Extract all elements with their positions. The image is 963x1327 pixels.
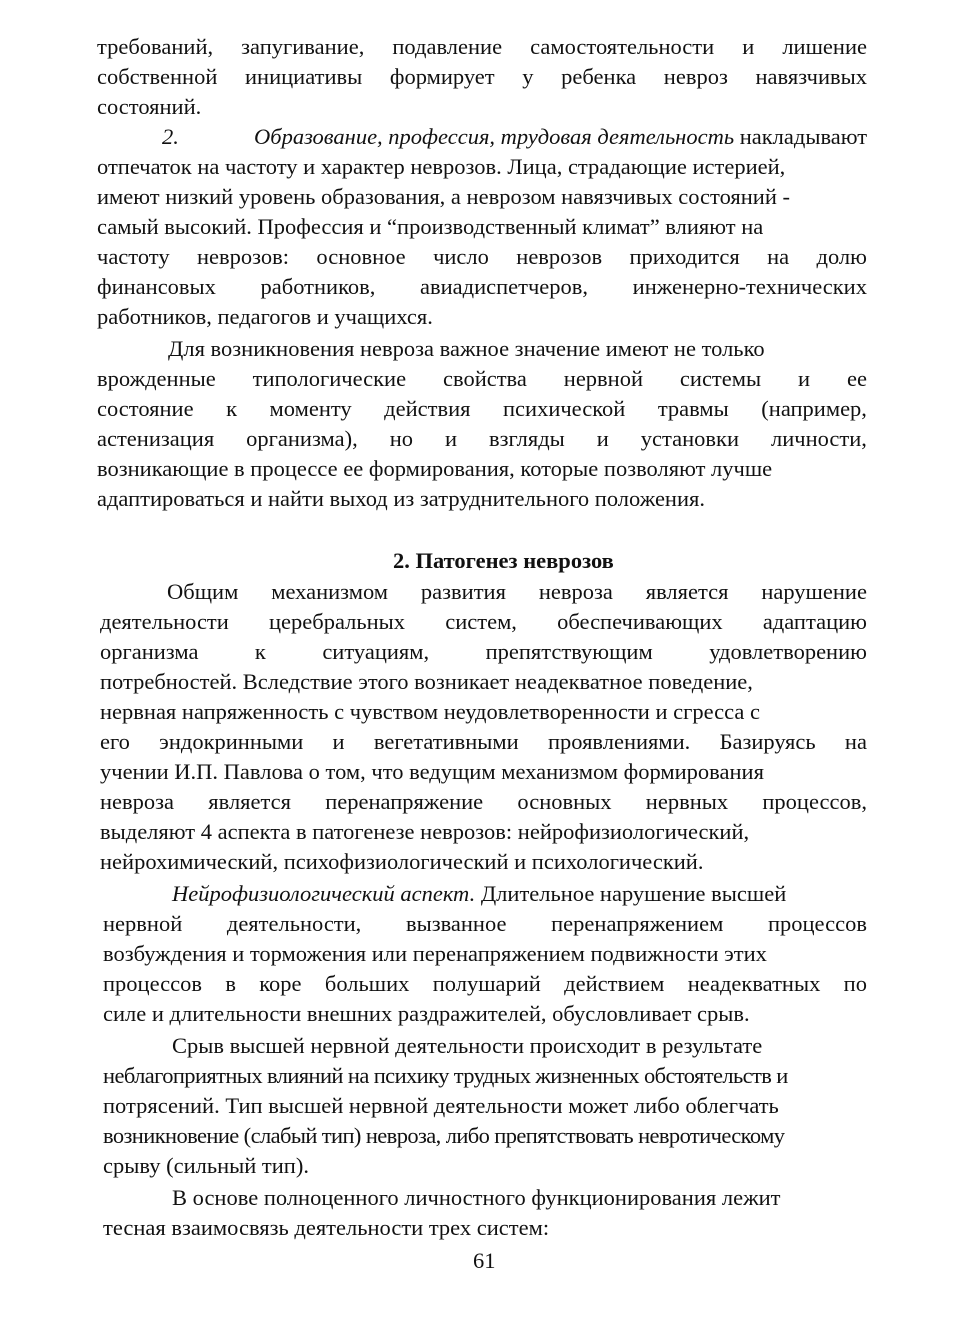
- word: перенапряжение: [325, 789, 484, 814]
- word: моменту: [269, 396, 352, 421]
- word: организма),: [246, 426, 358, 451]
- word: по: [843, 971, 867, 996]
- text-line: имеют низкий уровень образования, а неврозом навязчивых состояний -: [97, 184, 790, 209]
- word: невроза: [538, 579, 613, 604]
- word: инженерно-технических: [632, 274, 867, 299]
- word: является: [645, 579, 729, 604]
- word: невроза: [100, 789, 175, 814]
- word: действием: [564, 971, 665, 996]
- word: ее: [846, 366, 867, 391]
- word: неврозов:: [196, 244, 290, 269]
- word: но: [389, 426, 414, 451]
- list-number: 2.: [162, 124, 179, 149]
- word: к: [226, 396, 238, 421]
- word: самостоятельности: [530, 34, 715, 59]
- word: его: [100, 729, 130, 754]
- word: процессов: [767, 911, 867, 936]
- word: навязчивых: [755, 64, 867, 89]
- text-line: В основе полноценного личностного функционирования лежит: [172, 1185, 781, 1210]
- word: психической: [503, 396, 626, 421]
- word: авиадиспетчеров,: [420, 274, 589, 299]
- word: работников,: [260, 274, 376, 299]
- word: на: [767, 244, 790, 269]
- text-line: состояний.: [97, 94, 202, 119]
- lead-rest: накладывают: [739, 124, 868, 149]
- lead-rest: Длительное нарушение высшей: [475, 881, 787, 906]
- word: обеспечивающих: [557, 609, 723, 634]
- text-line: нейрохимический, психофизиологический и психологический.: [100, 849, 704, 874]
- word: личности,: [771, 426, 867, 451]
- word: нарушение: [761, 579, 867, 604]
- word: нервной: [103, 911, 183, 936]
- text-line: [97, 273, 867, 301]
- word: препятствующим: [485, 639, 653, 664]
- word: собственной: [97, 64, 218, 89]
- text-line: потрясений. Тип высшей нервной деятельности может либо облегчать: [103, 1093, 779, 1118]
- word: является: [208, 789, 291, 814]
- word: системы: [679, 366, 762, 391]
- text-line: потребностей. Вследствие этого возникает неадекватное поведение,: [100, 669, 753, 694]
- word: свойства: [442, 366, 527, 391]
- text-line: [103, 910, 867, 938]
- text-line: самый высокий. Профессия и “производственный климат” влияют на: [97, 214, 764, 239]
- word: подавление: [392, 34, 503, 59]
- word: и: [596, 426, 609, 451]
- word: запугивание,: [241, 34, 365, 59]
- text-line: [103, 970, 867, 998]
- text-line: Срыв высшей нервной деятельности происходит в результате: [172, 1033, 763, 1058]
- text-line: учении И.П. Павлова о том, что ведущим механизмом формирования: [100, 759, 764, 784]
- text-line: возникновение (слабый тип) невроза, либо препятствовать невротическому: [103, 1123, 785, 1148]
- word: развития: [420, 579, 506, 604]
- word: деятельности: [100, 609, 229, 634]
- word: лишение: [782, 34, 867, 59]
- word: неадекватных: [687, 971, 821, 996]
- word: травмы: [657, 396, 729, 421]
- word: деятельности,: [226, 911, 362, 936]
- word: астенизация: [97, 426, 215, 451]
- word: неврозов: [516, 244, 603, 269]
- word: врожденные: [97, 366, 216, 391]
- word: частоту: [97, 244, 170, 269]
- word: и: [742, 34, 755, 59]
- word: эндокринными: [159, 729, 304, 754]
- word: ребенка: [561, 64, 637, 89]
- word: установки: [640, 426, 740, 451]
- word: на: [844, 729, 867, 754]
- italic-lead: Нейрофизиологический аспект.: [172, 881, 476, 906]
- word: процессов: [103, 971, 202, 996]
- word: вызванное: [405, 911, 507, 936]
- word: основных: [517, 789, 612, 814]
- word: коре: [259, 971, 302, 996]
- word: Общим: [167, 579, 239, 604]
- text-line: нервная напряженность с чувством неудовлетворенности и сгресса с: [100, 699, 760, 724]
- paragraph-lead: [172, 880, 786, 908]
- italic-lead: Образование, профессия, трудовая деятельность: [254, 124, 735, 149]
- word: у: [522, 64, 534, 89]
- word: вегетативными: [373, 729, 519, 754]
- text-line: возникающие в процессе ее формирования, которые позволяют лучше: [97, 456, 773, 481]
- word: полушарий: [432, 971, 541, 996]
- word: число: [433, 244, 489, 269]
- text-line: [100, 728, 867, 756]
- text-line: срыву (сильный тип).: [103, 1153, 309, 1178]
- text-line: [100, 638, 867, 666]
- text-line: адаптироваться и найти выход из затруднительного положения.: [97, 486, 705, 511]
- text-line: возбуждения и торможения или перенапряжением подвижности этих: [103, 941, 767, 966]
- word: и: [332, 729, 345, 754]
- text-line: [100, 608, 867, 636]
- word: финансовых: [97, 274, 216, 299]
- word: требований,: [97, 34, 214, 59]
- text-line: [100, 788, 867, 816]
- paragraph-lead: [162, 123, 867, 151]
- text-line: отпечаток на частоту и характер неврозов. Лица, страдающие истерией,: [97, 154, 786, 179]
- word: в: [225, 971, 236, 996]
- text-line: тесная взаимосвязь деятельности трех систем:: [103, 1215, 550, 1240]
- word: (например,: [761, 396, 867, 421]
- text-line: [97, 425, 867, 453]
- word: адаптацию: [762, 609, 867, 634]
- word: перенапряжением: [551, 911, 724, 936]
- text-line: [97, 365, 867, 393]
- word: основное: [316, 244, 406, 269]
- word: типологические: [252, 366, 407, 391]
- word: состояние: [97, 396, 194, 421]
- word: и: [798, 366, 811, 391]
- word: нервной: [563, 366, 644, 391]
- word: и: [445, 426, 458, 451]
- word: Базируясь: [719, 729, 816, 754]
- word: инициативы: [245, 64, 363, 89]
- word: к: [254, 639, 266, 664]
- word: систем,: [445, 609, 517, 634]
- text-line: Для возникновения невроза важное значение имеют не только: [168, 336, 765, 361]
- word: механизмом: [271, 579, 389, 604]
- word: организма: [100, 639, 199, 664]
- page-number: 61: [473, 1248, 496, 1273]
- section-heading: 2. Патогенез неврозов: [393, 548, 614, 573]
- text-line: [97, 63, 867, 91]
- word: взгляды: [489, 426, 565, 451]
- text-line: [97, 395, 867, 423]
- text-line: [97, 33, 867, 61]
- text-line: [97, 243, 867, 271]
- word: церебральных: [269, 609, 406, 634]
- word: нервных: [645, 789, 729, 814]
- word: долю: [816, 244, 867, 269]
- text-line: неблагоприятных влияний на психику трудных жизненных обстоятельств и: [103, 1063, 788, 1088]
- word: удовлетворению: [709, 639, 867, 664]
- text-line: силе и длительности внешних раздражителей, обусловливает срыв.: [103, 1001, 750, 1026]
- word: невроз: [663, 64, 728, 89]
- word: формирует: [389, 64, 495, 89]
- word: процессов,: [762, 789, 867, 814]
- word: проявлениями.: [547, 729, 691, 754]
- text-line: [167, 578, 867, 606]
- word: приходится: [629, 244, 740, 269]
- word: больших: [324, 971, 410, 996]
- text-line: работников, педагогов и учащихся.: [97, 304, 433, 329]
- word: действия: [384, 396, 471, 421]
- word: ситуациям,: [322, 639, 430, 664]
- text-line: выделяют 4 аспекта в патогенезе неврозов: нейрофизиологический,: [100, 819, 750, 844]
